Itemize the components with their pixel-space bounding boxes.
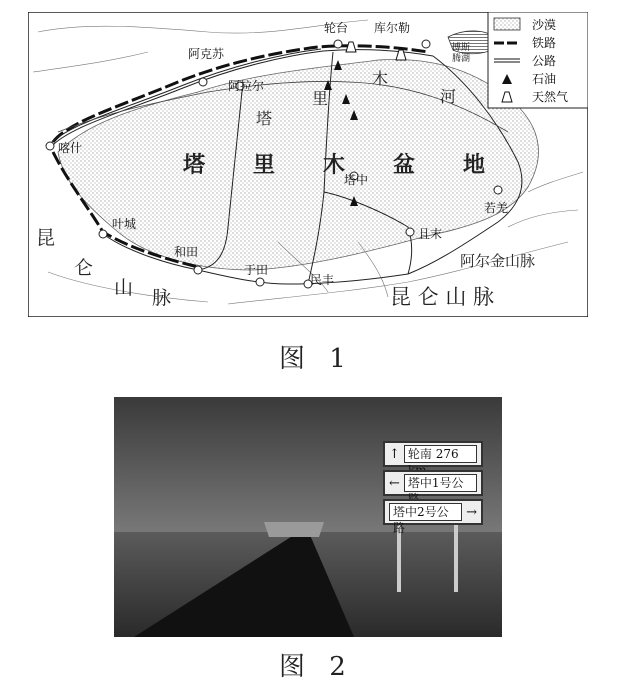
river-label-1: 塔 [256,109,273,128]
kunlun-left-3: 山 [114,277,134,299]
figure2-caption: 图 2 [279,652,354,682]
road-photo [114,397,502,637]
distant-structure [264,522,324,537]
kunlun-left-4: 脉 [152,287,172,309]
arrow-up-icon: ↑ [389,446,400,462]
legend-desert-swatch [494,18,520,30]
basin-label-3: 木 [323,152,346,178]
bosten-label-2: 腾湖 [452,54,471,64]
map-figure [28,12,588,317]
figure1-caption: 图 1 [279,344,354,374]
river-label-4: 河 [440,87,457,106]
sign-tazhong-2-text: 塔中2号公路 [389,503,462,521]
basin-label-4: 盆 [393,152,416,178]
kunlun-right-label: 昆 仑 山 脉 [390,285,495,309]
city-yutian: 于田 [244,263,269,277]
legend-gas: 天然气 [532,90,569,104]
legend-highway: 公路 [532,54,557,68]
basin-label-2: 里 [253,152,276,178]
city-alar: 阿拉尔 [228,79,265,93]
basin-label-5: 地 [463,152,486,178]
arrow-left-icon: ← [389,475,400,491]
river-label-2: 里 [312,89,329,108]
city-korla: 库尔勒 [374,21,411,35]
bosten-label-1: 博斯 [452,43,471,53]
sign-tazhong-1-text: 塔中1号公 [404,474,477,492]
legend-oil: 石油 [532,72,557,86]
city-hotan: 和田 [174,245,199,259]
city-ruoqiang: 若羌 [484,201,509,215]
sign-tazhong-1 [383,470,483,496]
sign-tazhong-2 [383,499,483,535]
legend-railway: 铁路 [532,36,557,50]
basin-label-1: 塔 [183,152,206,178]
kunlun-left-1: 昆 [36,227,56,249]
arrow-right-icon: → [466,504,477,520]
sign-lunnan-text: 轮南 276 [404,445,477,463]
city-kashgar: 喀什 [58,141,83,155]
city-aksu: 阿克苏 [188,47,225,61]
altun-label: 阿尔金山脉 [460,252,536,270]
city-tazhong: 塔中 [344,173,369,187]
river-label-3: 木 [372,69,389,88]
city-luntai: 轮台 [324,21,349,35]
map-canvas [28,12,588,317]
city-qiemo: 且末 [418,227,443,241]
map-legend [488,12,588,108]
city-yecheng: 叶城 [112,217,137,231]
kunlun-left-2: 仑 [74,257,94,279]
city-minfeng: 民丰 [310,273,335,287]
sign-post [454,517,458,592]
sign-lunnan [383,441,483,467]
legend-desert: 沙漠 [532,18,557,32]
